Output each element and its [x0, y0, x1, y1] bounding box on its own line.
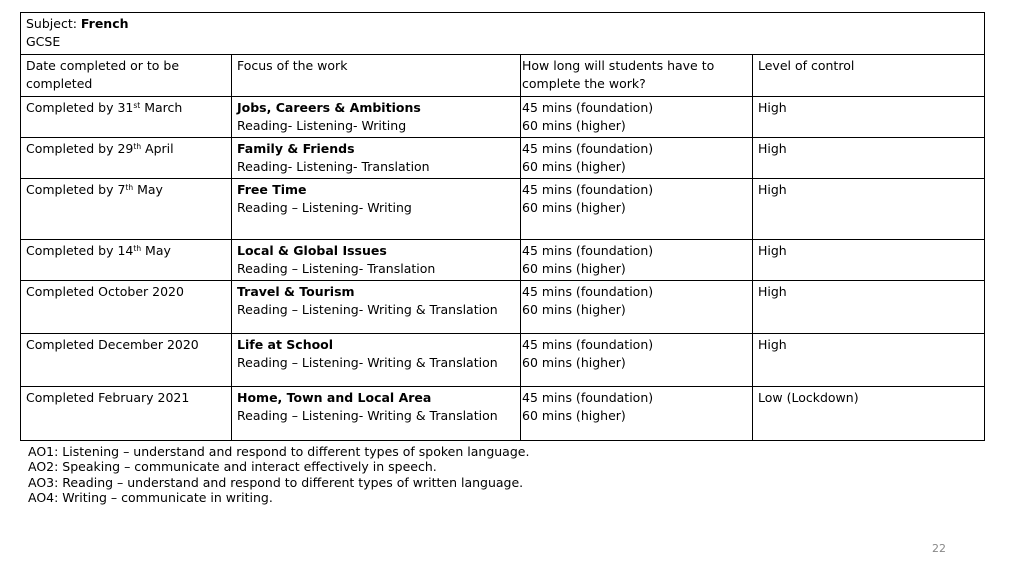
time-foundation: 45 mins (foundation)	[522, 390, 654, 405]
focus-skills: Reading – Listening- Translation	[237, 261, 436, 276]
focus-skills: Reading – Listening- Writing	[237, 200, 412, 215]
date-ordinal: st	[133, 101, 141, 110]
date-cell	[21, 281, 232, 334]
header-date: Date completed or to be completed	[21, 55, 232, 97]
time-foundation: 45 mins (foundation)	[522, 243, 654, 258]
subject-row	[21, 13, 985, 55]
time-cell	[521, 97, 753, 138]
page-number: 22	[932, 542, 946, 555]
header-focus: Focus of the work	[232, 55, 521, 97]
date-text: Completed by 7	[26, 182, 126, 197]
time-higher: 60 mins (higher)	[522, 118, 626, 133]
time-foundation: 45 mins (foundation)	[522, 182, 654, 197]
focus-cell	[232, 138, 521, 179]
table-row	[21, 138, 985, 179]
time-higher: 60 mins (higher)	[522, 408, 626, 423]
table-row	[21, 240, 985, 281]
table-row	[21, 97, 985, 138]
schedule-body	[21, 13, 985, 441]
time-cell	[521, 387, 753, 441]
date-ordinal: th	[133, 142, 142, 151]
time-higher: 60 mins (higher)	[522, 302, 626, 317]
date-ordinal: th	[133, 244, 142, 253]
subject-level: GCSE	[26, 34, 61, 49]
focus-skills: Reading- Listening- Writing	[237, 118, 407, 133]
time-higher: 60 mins (higher)	[522, 261, 626, 276]
control-cell: Low (Lockdown)	[753, 387, 985, 441]
focus-cell	[232, 387, 521, 441]
date-text: Completed February 2021	[26, 390, 190, 405]
table-row	[21, 387, 985, 441]
date-cell	[21, 387, 232, 441]
date-month: May	[141, 243, 171, 258]
time-cell	[521, 281, 753, 334]
focus-title: Family & Friends	[237, 141, 355, 156]
control-cell: High	[753, 334, 985, 387]
time-foundation: 45 mins (foundation)	[522, 100, 654, 115]
focus-title: Home, Town and Local Area	[237, 390, 432, 405]
subject-label: Subject:	[26, 16, 81, 31]
focus-title: Free Time	[237, 182, 307, 197]
time-cell	[521, 179, 753, 240]
subject-cell	[21, 13, 985, 55]
date-cell	[21, 240, 232, 281]
control-cell: High	[753, 240, 985, 281]
date-text: Completed by 29	[26, 141, 134, 156]
ao-line: AO4: Writing – communicate in writing.	[28, 490, 273, 506]
focus-skills: Reading – Listening- Writing & Translation	[237, 302, 498, 317]
control-cell: High	[753, 179, 985, 240]
time-higher: 60 mins (higher)	[522, 200, 626, 215]
header-control: Level of control	[753, 55, 985, 97]
table-row	[21, 281, 985, 334]
focus-cell	[232, 179, 521, 240]
focus-cell	[232, 240, 521, 281]
date-month: March	[140, 100, 183, 115]
date-text: Completed October 2020	[26, 284, 184, 299]
date-month: May	[133, 182, 163, 197]
ao-line: AO2: Speaking – communicate and interact effectively in speech.	[28, 459, 437, 475]
ao-line: AO3: Reading – understand and respond to different types of written language.	[28, 474, 524, 490]
control-cell: High	[753, 138, 985, 179]
date-cell	[21, 179, 232, 240]
focus-skills: Reading- Listening- Translation	[237, 159, 430, 174]
focus-skills: Reading – Listening- Writing & Translation	[237, 355, 498, 370]
date-text: Completed by 31	[26, 100, 134, 115]
date-ordinal: th	[125, 183, 134, 192]
assessment-objectives	[28, 444, 529, 506]
date-text: Completed December 2020	[26, 337, 199, 352]
focus-cell	[232, 97, 521, 138]
time-foundation: 45 mins (foundation)	[522, 337, 654, 352]
time-higher: 60 mins (higher)	[522, 355, 626, 370]
focus-title: Jobs, Careers & Ambitions	[237, 100, 421, 115]
control-cell: High	[753, 281, 985, 334]
focus-skills: Reading – Listening- Writing & Translation	[237, 408, 498, 423]
table-row	[21, 179, 985, 240]
time-foundation: 45 mins (foundation)	[522, 141, 654, 156]
date-cell	[21, 138, 232, 179]
focus-title: Local & Global Issues	[237, 243, 387, 258]
time-cell	[521, 240, 753, 281]
header-time: How long will students have to complete the work?	[521, 55, 753, 97]
time-cell	[521, 334, 753, 387]
date-month: April	[141, 141, 174, 156]
schedule-table	[20, 12, 985, 441]
time-cell	[521, 138, 753, 179]
date-cell	[21, 334, 232, 387]
table-row	[21, 334, 985, 387]
focus-title: Travel & Tourism	[237, 284, 355, 299]
control-cell: High	[753, 97, 985, 138]
focus-title: Life at School	[237, 337, 334, 352]
focus-cell	[232, 281, 521, 334]
subject-name: French	[80, 16, 129, 31]
time-higher: 60 mins (higher)	[522, 159, 626, 174]
header-row	[21, 55, 985, 97]
date-text: Completed by 14	[26, 243, 134, 258]
date-cell	[21, 97, 232, 138]
time-foundation: 45 mins (foundation)	[522, 284, 654, 299]
focus-cell	[232, 334, 521, 387]
ao-line: AO1: Listening – understand and respond to different types of spoken language.	[28, 444, 530, 459]
